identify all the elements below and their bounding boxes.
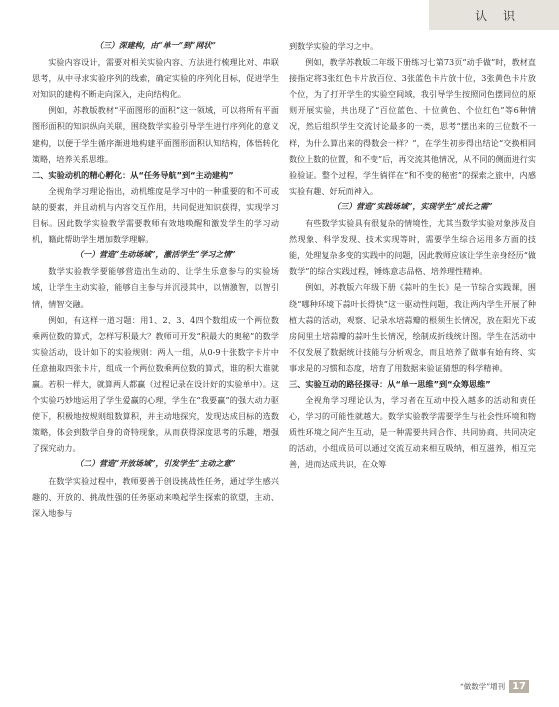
paragraph: 实验内容设计，需要对相关实验内容、方法进行梳理比对、串联思考，从中寻求实验序列的线索，确定实验的序列化目标，促进学生对知识的建构不断走向深入，走向结构化。 (32, 57, 279, 100)
paragraph: 例如，有这样一道习题：用1、2、3、4四个数组成一个两位数乘两位数的算式，怎样写积最大？教师可开发“积最大的奥秘”的数学实验活动，设计如下的实验规则：两人一组，从0-9十张数字卡片中任意抽取四张卡片，组成一个两位数乘两位数的算式，谁的积大谁就赢。若积一样大，就算两人都赢（过程记录在设计好的实验单中）。这个实验巧妙地运用了学生爱赢的心理，学生在“我要赢”的强大动力驱使下，积极地按规则组数算积，并主动地探究，发现达成目标的选数策略，体会到数学自身的奇特现象，从而获得深度思考的乐趣，增强了探究动力。 (32, 314, 279, 454)
page-header-title: 认 识 (475, 9, 521, 23)
left-column (32, 38, 279, 521)
paragraph: 例如，苏教版六年级下册《蒜叶的生长》是一节综合实践课，围绕“哪种环境下蒜叶长得快”这一驱动性问题，我让两内学生开展了种植大蒜的活动，观察、记录水培蒜瓣的根须生长情况，放在阳光下或房间里土培蒜瓣的蒜叶生长情况，绘制成折线统计图。学生在活动中不仅发展了数据统计技能与分析观念，而且培养了做事有始有终、实事求是的习惯和态度，培育了用数据来验证猜想的科学精神。 (289, 282, 536, 373)
page-number: 17 (509, 680, 529, 693)
section-heading: 三、实验互动的路径探寻：从“单一思维”到“众筹思维” (289, 378, 491, 389)
paragraph: 到数学实验的学习之中。 (289, 41, 379, 51)
subsection-heading: （三）深建构，由“单一”到“网状” (95, 41, 216, 50)
journal-name: “做数学”增刊 (459, 682, 506, 691)
paragraph: 例如，教学苏教版二年级下册练习七第73页“动手做”时，教材直接指定将3张红色卡片放百位、3张蓝色卡片放十位，3张黄色卡片放个位，为了打开学生的实验空间域，我引导学生按照同色摆同位的原则开展实验，共出现了“百位蓝色、十位黄色、个位红色”等6种情况，然后组织学生交流讨论最多的一类，思考“摆出来的三位数不一样，为什么算出来的得数会一样？”，在学生初步得出结论“交换相同数位上数的位置，和不变”后，再交流其他情况，从不同的侧面进行实验验证。整个过程，学生徜徉在“和不变的秘密”的探索之旅中，内感实验有趣、好玩而神入。 (289, 57, 536, 196)
paragraph: 有些数学实验具有很复杂的情境性，尤其当数学实验对象涉及自然现象、科学发现、技术实现等时，需要学生综合运用多方面的技能，处理复杂多变的实践中的问题，因此教师应该让学生亲身经历“做数学”的综合实践过程，锤炼意志品格、培养理性精神。 (289, 218, 536, 277)
paragraph: 全视角学习理论认为，学习者在互动中投入越多的活动和责任心，学习的可能性就越大。数学实验教学需要学生与社会性环境和物质性环境之间产生互动，是一种需要共同合作、共同协商、共同决定的活动，小组成员可以通过交流互动来相互吸纳，相互滋养，相互完善，进而达成共识，在众筹 (289, 395, 536, 470)
page-footer (460, 680, 529, 693)
right-column (289, 38, 536, 473)
subsection-heading: （二）营造“开放场域”，引发学生“主动之意” (75, 459, 236, 469)
section-heading: 二、实验动机的精心孵化：从“任务导航”到“主动建构” (32, 169, 234, 180)
paragraph: 例如，苏教版教材“平面图形的面积”这一领域，可以将所有平面图形面积的知识纵向关联，围绕数学实验引导学生进行序列化的意义建构，以便于学生循序渐进地构建平面图形面积认知结构，体悟转化策略，培养关系思维。 (32, 105, 279, 164)
paragraph: 全视角学习理论指出，动机维度是学习中的一种重要的和不可或缺的要素，并且动机与内容交互作用，共同促进知识获得，实现学习目标。因此数学实验教学需要教师有效地唤醒和激发学生的学习动机，籍此帮助学生增加数学理解。 (32, 185, 279, 245)
paragraph: 数学实验教学要能够营造出生动的、让学生乐意参与的实验场域，让学生主动实验，能够自主参与并沉浸其中，以情激智，以智引情，情智交融。 (32, 266, 279, 309)
paragraph: 在数学实验过程中，教师要善于创设挑战性任务，通过学生感兴趣的、开放的、挑战性强的任务驱动来唤起学生探索的欲望，主动、深入地参与 (32, 475, 279, 518)
subsection-heading: （三）营造“实践场域”，实现学生“成长之需” (332, 201, 493, 211)
subsection-heading: （一）营造“生动场域”，激活学生“学习之情” (75, 250, 236, 260)
